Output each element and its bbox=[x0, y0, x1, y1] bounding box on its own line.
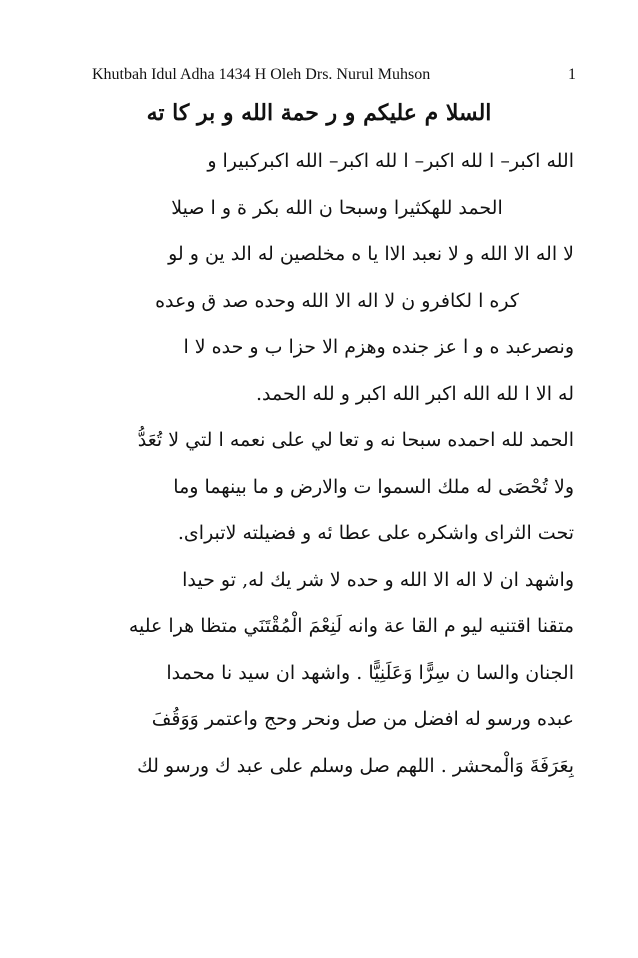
page-header bbox=[92, 66, 576, 88]
text-line: لا اله الا الله و لا نعبد الاا يا ه مخلصين له الد ين و لو bbox=[168, 243, 574, 265]
text-line: بِعَرَفَةَ وَالْمحشر . اللهم صل وسلم على عبد ك ورسو لك bbox=[137, 754, 574, 777]
text-line: ولا تُحْصَى له ملك السموا ت والارض و ما بينهما وما bbox=[173, 475, 574, 498]
text-line: الحمد لله احمده سبحا نه و تعا لي على نعمه ا لتي لا تُعَدُّ bbox=[137, 429, 574, 451]
text-line: الجنان والسا ن سِرًّا وَعَلَنِيًّا . واشهد ان سيد نا محمدا bbox=[166, 661, 574, 684]
salam-heading: السلا م عليكم و ر حمة الله و بر كا ته bbox=[146, 100, 492, 126]
text-line: تحت الثراى واشكره على عطا ئه و فضيلته لاتبراى. bbox=[177, 522, 574, 544]
text-line: كره ا لكافرو ن لا اله الا الله وحده صد ق وعده bbox=[155, 289, 519, 312]
text-line: الحمد للهكثيرا وسبحا ن الله بكر ة و ا صيلا bbox=[171, 196, 503, 219]
text-line: ونصرعبد ه و ا عز جنده وهزم الا حزا ب و حده لا ا bbox=[183, 336, 574, 358]
page-number: 1 bbox=[568, 66, 576, 83]
text-line: له الا ا لله الله اكبر الله اكبر و لله الحمد. bbox=[256, 382, 574, 405]
text-line: الله اكبر– ا لله اكبر– ا لله اكبر– الله اكبركبيرا و bbox=[207, 150, 574, 172]
header-title: Khutbah Idul Adha 1434 H Oleh Drs. Nurul Muhson bbox=[92, 66, 431, 83]
text-line: واشهد ان لا اله الا الله و حده لا شر يك له, تو حيدا bbox=[182, 568, 574, 591]
sermon-body bbox=[100, 138, 574, 789]
text-line: متقنا اقتنيه ليو م القا عة وانه لَنِعْمَ الْمُقْتَنَي متظا هرا عليه bbox=[128, 615, 574, 637]
text-line: عبده ورسو له افضل من صل ونحر وحج واعتمر وَوَقُفَ bbox=[151, 708, 574, 730]
